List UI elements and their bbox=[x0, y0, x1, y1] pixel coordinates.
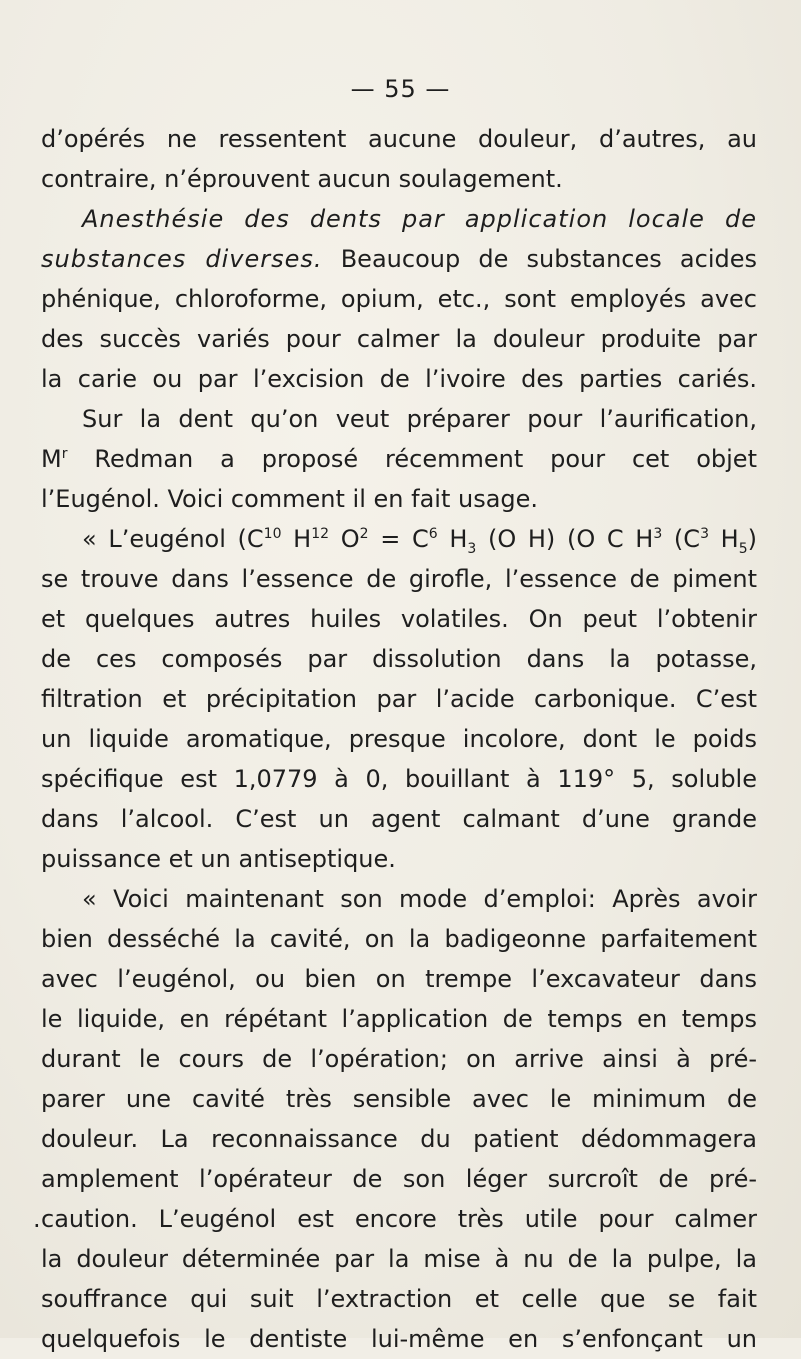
text-line: d’opérés ne ressentent aucune douleur, d’autres, au bbox=[41, 125, 757, 153]
text-line: la douleur déterminée par la mise à nu de la pulpe, la bbox=[41, 1245, 757, 1273]
text-line: douleur. La reconnaissance du patient dédommagera bbox=[41, 1125, 757, 1153]
text-line: bien desséché la cavité, on la badigeonne parfaitement bbox=[41, 925, 757, 953]
text-line bbox=[41, 239, 757, 279]
text-line: filtration et précipitation par l’acide carbonique. C’est bbox=[41, 685, 757, 713]
text-fragment: Beaucoup de substances acides bbox=[340, 245, 757, 273]
text-line: quelquefois le dentiste lui-même en s’enfonçant un bbox=[41, 1325, 757, 1353]
text-line: le liquide, en répétant l’application de temps en temps bbox=[41, 1005, 757, 1033]
chemical-formula-line bbox=[41, 519, 757, 559]
stray-mark: . bbox=[33, 1205, 41, 1233]
text-line: spécifique est 1,0779 à 0, bouillant à 119° 5, soluble bbox=[41, 765, 757, 793]
section-heading-cont: substances diverses. bbox=[41, 245, 323, 273]
text-line: l’Eugénol. Voici comment il en fait usage. bbox=[41, 485, 539, 513]
text-fragment: Redman a proposé récemment pour cet objet bbox=[94, 445, 757, 473]
text-line: caution. L’eugénol est encore très utile pour calmer bbox=[41, 1205, 757, 1233]
text-line: amplement l’opérateur de son léger surcroît de pré- bbox=[41, 1165, 757, 1193]
text-line: souffrance qui suit l’extraction et celle que se fait bbox=[41, 1285, 757, 1313]
mr-abbrev: $M^r$ bbox=[41, 445, 68, 473]
text-line: « Voici maintenant son mode d’emploi: Après avoir bbox=[82, 885, 757, 913]
text-line: contraire, n’éprouvent aucun soulagement. bbox=[41, 165, 563, 193]
text-line: la carie ou par l’excision de l’ivoire des parties cariés. bbox=[41, 365, 757, 393]
text-line: des succès variés pour calmer la douleur produite par bbox=[41, 325, 757, 353]
section-heading-line bbox=[41, 199, 757, 239]
text-line: avec l’eugénol, ou bien on trempe l’excavateur dans bbox=[41, 965, 757, 993]
section-heading: Anesthésie des dents par application locale de bbox=[82, 205, 757, 233]
text-line: dans l’alcool. C’est un agent calmant d’une grande bbox=[41, 805, 757, 833]
text-line: Sur la dent qu’on veut préparer pour l’aurification, bbox=[82, 405, 757, 433]
text-line: de ces composés par dissolution dans la potasse, bbox=[41, 645, 757, 673]
text-line: puissance et un antiseptique. bbox=[41, 845, 396, 873]
text-line: phénique, chloroforme, opium, etc., sont employés avec bbox=[41, 285, 757, 313]
text-line: se trouve dans l’essence de girofle, l’essence de piment bbox=[41, 565, 757, 593]
chemical-formula: « L’eugénol ($C^{10}$ $H^{12}$ $O^2 = C^6$ $H_3$ (O H) (O C $H^3$ ($C^3$ $H_5$) bbox=[82, 525, 757, 557]
text-line: durant le cours de l’opération; on arrive ainsi à pré- bbox=[41, 1045, 757, 1073]
text-line: et quelques autres huiles volatiles. On peut l’obtenir bbox=[41, 605, 757, 633]
text-line: parer une cavité très sensible avec le minimum de bbox=[41, 1085, 757, 1113]
text-line bbox=[41, 439, 757, 479]
page-number: — 55 — bbox=[350, 75, 451, 103]
text-line: un liquide aromatique, presque incolore, dont le poids bbox=[41, 725, 757, 753]
